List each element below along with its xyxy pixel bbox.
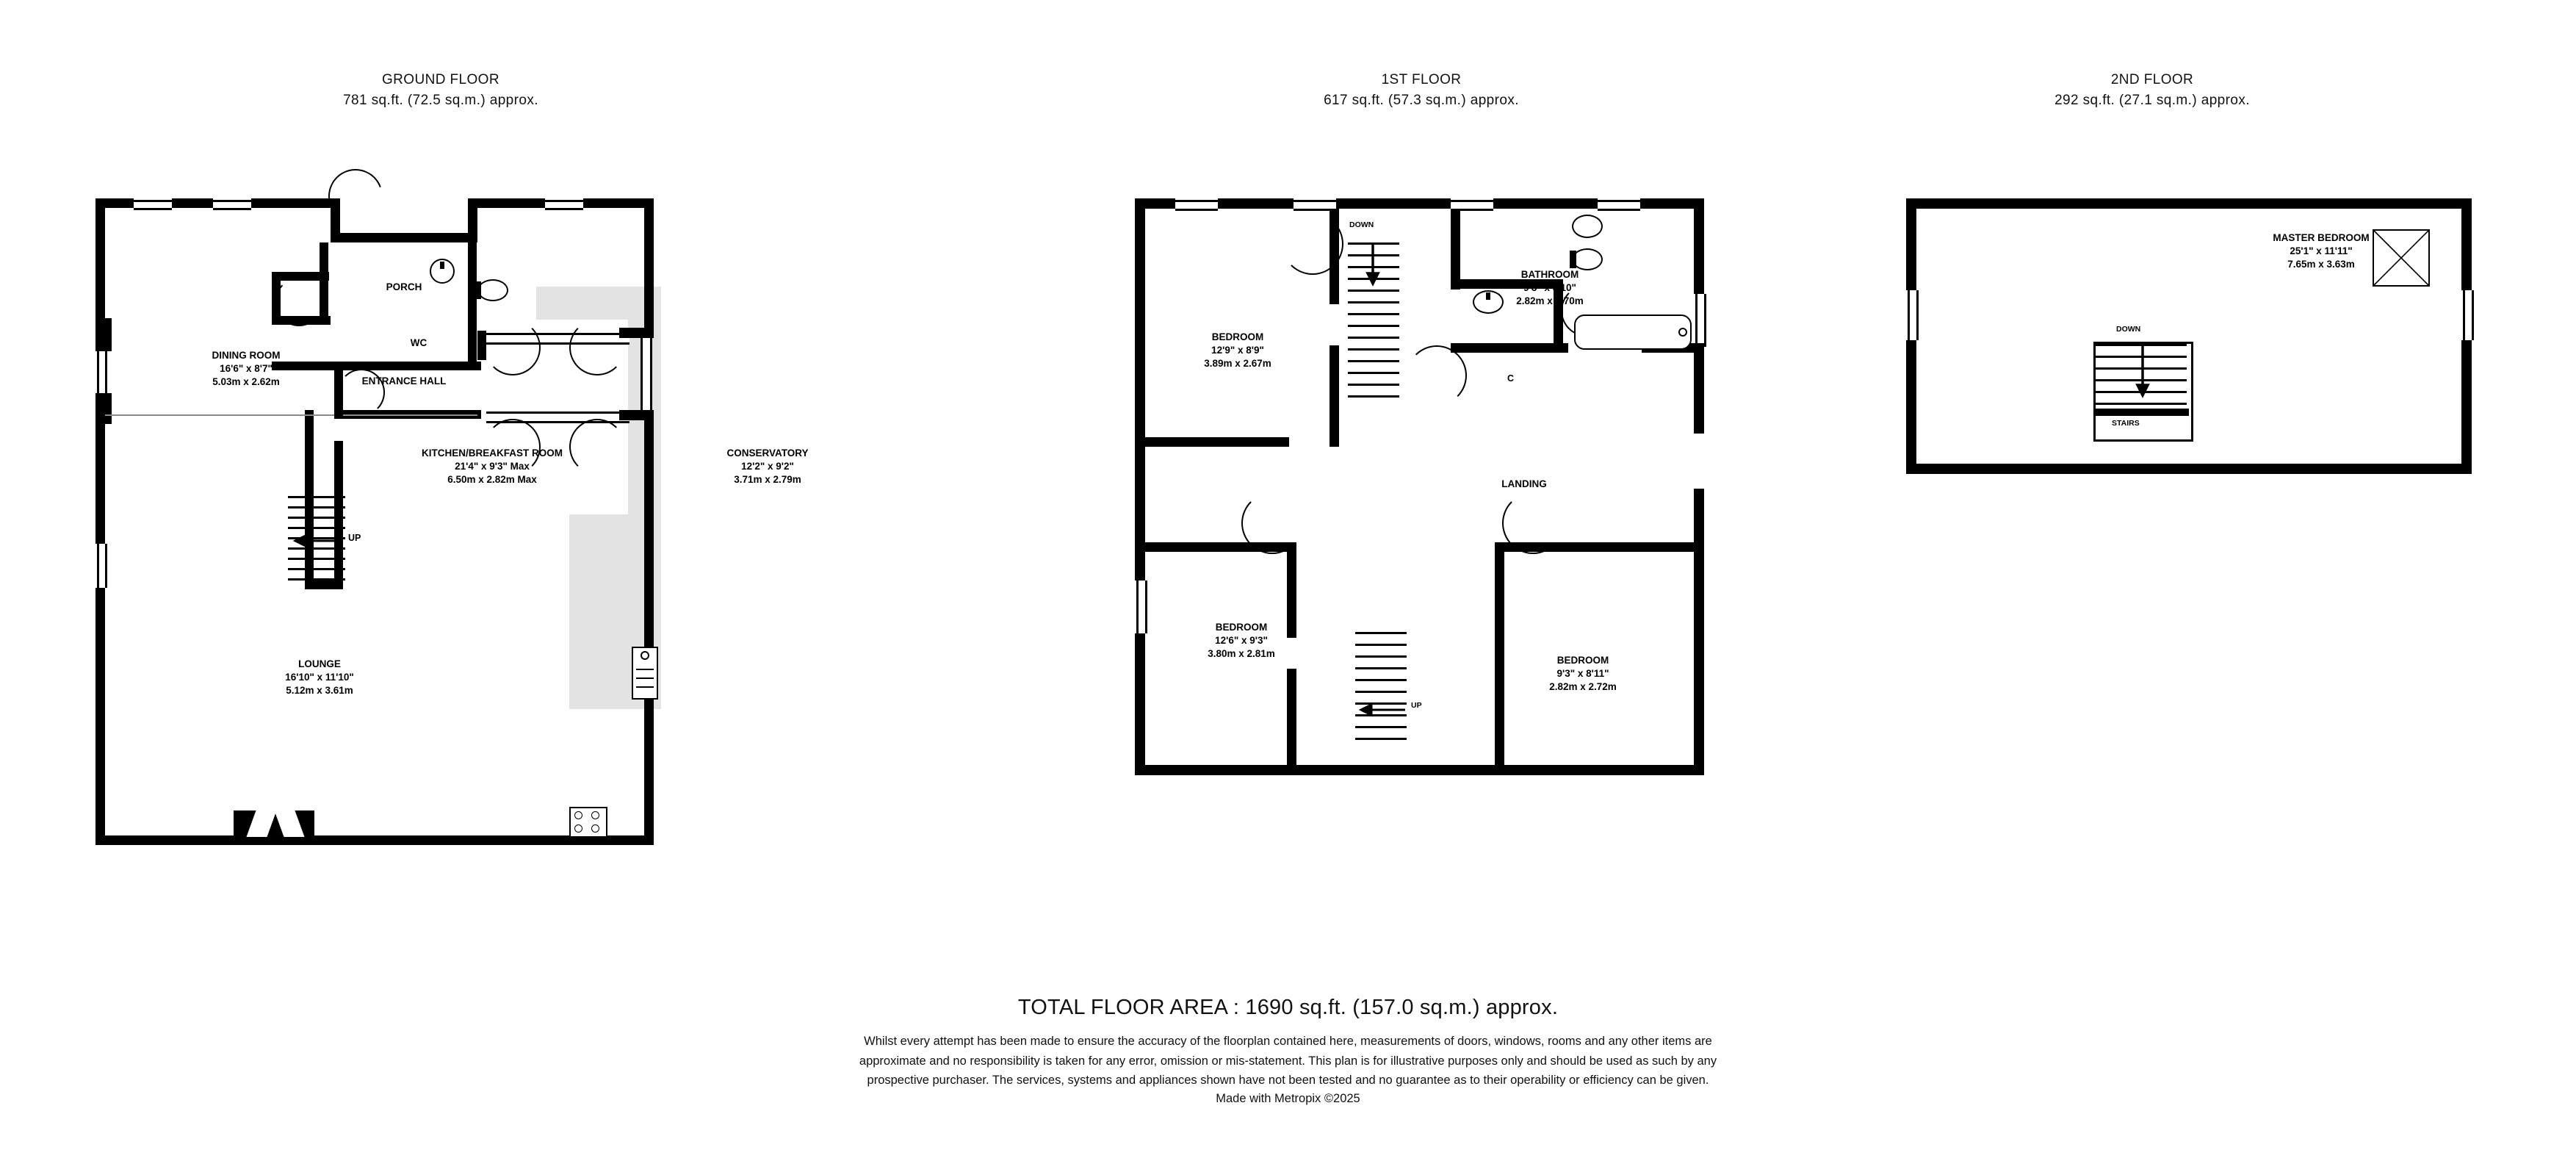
window-top-3 <box>545 200 583 210</box>
stair-tread <box>1348 395 1399 398</box>
internal-wall-bedroom1-bottom <box>1135 437 1289 447</box>
room-name: BEDROOM <box>1211 331 1264 342</box>
sink-tap-icon <box>440 262 444 269</box>
toilet-icon <box>477 279 508 301</box>
room-label-dining <box>173 349 320 389</box>
window-top-2 <box>213 200 251 210</box>
exterior-wall-left <box>95 198 105 845</box>
stair-tread <box>1355 726 1407 728</box>
exterior-wall-right-lower <box>1694 489 1704 775</box>
toilet-cistern-icon <box>1570 251 1576 268</box>
room-label-porch <box>345 281 463 294</box>
room-label-entrance-hall <box>331 375 477 388</box>
toilet-icon <box>1572 248 1603 270</box>
total-floor-area: TOTAL FLOOR AREA : 1690 sq.ft. (157.0 sq.m.) approx. <box>1017 996 1559 1019</box>
disclaimer-text: Whilst every attempt has been made to ensure the accuracy of the floorplan contained here, measurements of doors, windows, rooms and any other items are approximate and no responsibility is taken for any error, omission or mis-statement. This plan is for illustrative purposes only and should be used as such by any prospective purchaser. The services, systems and appliances shown have not been tested and no guarantee as to their operability or efficiency can be given. <box>859 1035 1717 1088</box>
room-label-bedroom-2 <box>1161 621 1322 661</box>
stairs-down-arrow-icon <box>1364 241 1382 290</box>
exterior-wall-right-lower <box>644 419 654 845</box>
room-dim-metric: 2.82m x 2.72m <box>1549 681 1617 693</box>
door-arc-bedroom1 <box>1282 213 1343 275</box>
toilet-cistern-icon <box>474 281 481 299</box>
stair-tread <box>1355 738 1407 740</box>
stairs-down-label-second: DOWN <box>2116 325 2141 334</box>
hob-icon <box>569 807 607 838</box>
stairs-up-arrow-icon <box>291 533 344 549</box>
porch-wall-right <box>468 198 477 242</box>
window-top-1 <box>134 200 172 210</box>
ground-floor-heading <box>294 70 588 110</box>
stair-tread <box>288 578 345 580</box>
cupboard-label: C <box>1507 373 1515 384</box>
window-top-4 <box>1598 200 1640 211</box>
door-arc-bedroom2 <box>1241 492 1303 554</box>
room-label-wc <box>360 337 477 350</box>
internal-wall-bedroom1-right-2 <box>1330 345 1339 447</box>
room-name: BEDROOM <box>1215 622 1268 633</box>
first-floor-heading <box>1274 70 1568 110</box>
room-dim-metric: 6.50m x 2.82m Max <box>447 474 537 486</box>
second-floor-plan <box>1906 198 2479 492</box>
stairs-up-arrow-icon-first <box>1357 702 1407 718</box>
first-floor-plan <box>1135 198 1715 786</box>
stairs-label-second: STAIRS <box>2112 419 2140 428</box>
stair-tread <box>1355 691 1407 693</box>
first-floor-title: 1ST FLOOR <box>1381 72 1462 87</box>
room-label-bedroom-1 <box>1157 331 1318 371</box>
exterior-wall-top <box>1906 198 2472 209</box>
stair-tread <box>1355 655 1407 658</box>
room-name: MASTER BEDROOM <box>2273 232 2370 243</box>
exterior-wall-right-upper <box>644 198 654 338</box>
room-dim-metric: 3.80m x 2.81m <box>1208 648 1275 660</box>
room-dim-imperial: 9'3" x 8'10" <box>1523 282 1576 294</box>
room-label-bedroom-3 <box>1502 654 1664 694</box>
stair-tread <box>288 517 345 519</box>
internal-wall-bathroom-bottom-2 <box>1451 343 1568 353</box>
window-left <box>1908 290 1919 340</box>
appliance-lines-icon <box>636 669 654 670</box>
internal-wall-bedroom3-left <box>1495 542 1504 616</box>
room-dim-imperial: 12'2" x 9'2" <box>741 461 794 472</box>
room-name: WC <box>410 337 427 348</box>
room-dim-imperial: 12'6" x 9'3" <box>1215 635 1268 647</box>
room-label-landing <box>1451 478 1598 491</box>
stair-tread <box>1348 290 1399 292</box>
stair-tread <box>1355 632 1407 634</box>
stair-tread <box>1348 360 1399 362</box>
room-name: LANDING <box>1501 478 1547 489</box>
stairs-down-label-first: DOWN <box>1349 220 1374 229</box>
room-label-lounge <box>246 658 393 698</box>
conservatory-wall-bottom-corner <box>619 410 654 420</box>
stair-tread <box>1355 679 1407 681</box>
stair-tread <box>1348 337 1399 339</box>
room-name: DINING ROOM <box>212 350 281 361</box>
stair-tread <box>288 496 345 498</box>
staircase-up-first <box>1355 632 1407 742</box>
room-dim-metric: 7.65m x 3.63m <box>2287 259 2355 270</box>
door-arc-bathroom <box>1407 345 1467 406</box>
second-floor-title: 2ND FLOOR <box>2110 72 2194 87</box>
second-floor-heading <box>2005 70 2299 110</box>
room-name: CONSERVATORY <box>726 447 809 459</box>
room-dim-imperial: 12'9" x 8'9" <box>1211 345 1264 356</box>
footer <box>0 996 2576 1106</box>
internal-wall-bedroom2-right-2 <box>1287 669 1296 775</box>
room-dim-imperial: 21'4" x 9'3" Max <box>455 461 530 472</box>
stair-tread <box>1348 348 1399 351</box>
stair-tread <box>288 527 345 529</box>
exterior-wall-bottom <box>1906 464 2472 474</box>
exterior-wall-left-thick-2 <box>95 318 112 351</box>
room-dim-metric: 3.89m x 2.67m <box>1204 358 1271 370</box>
stair-tread <box>288 568 345 570</box>
window-left-2 <box>97 544 107 588</box>
door-arc-bedroom3 <box>1502 492 1564 554</box>
window-right-1 <box>1695 294 1706 347</box>
door-arc-hall <box>275 278 323 326</box>
room-dim-imperial: 16'10" x 11'10" <box>285 672 354 683</box>
stairs-up-label-ground: UP <box>348 533 361 543</box>
room-name: KITCHEN/BREAKFAST ROOM <box>422 447 563 459</box>
room-dim-imperial: 9'3" x 8'11" <box>1556 668 1609 680</box>
appliance-lines-icon-2 <box>636 677 654 679</box>
room-dim-imperial: 25'1" x 11'11" <box>2290 245 2353 257</box>
stairs-up-label-first: UP <box>1411 701 1422 710</box>
room-name: PORCH <box>386 281 422 292</box>
internal-wall-bedroom3-left-2 <box>1495 616 1504 775</box>
stair-tread <box>1348 325 1399 327</box>
room-label-master-bedroom <box>2211 231 2431 272</box>
stair-tread <box>1348 313 1399 315</box>
stair-tread <box>1348 384 1399 386</box>
room-name: LOUNGE <box>298 658 341 669</box>
window-left-1 <box>97 349 107 393</box>
appliance-dial-icon <box>641 651 649 660</box>
ground-floor-plan <box>95 198 809 860</box>
window-top-1 <box>1175 200 1218 211</box>
room-name: BEDROOM <box>1556 655 1609 666</box>
window-left-1 <box>1136 580 1147 633</box>
ground-floor-area: 781 sq.ft. (72.5 sq.m.) approx. <box>343 92 538 108</box>
room-label-conservatory <box>672 447 863 487</box>
room-label-kitchen <box>371 447 613 487</box>
window-right <box>2463 290 2474 340</box>
room-dim-imperial: 16'6" x 8'7" <box>220 363 273 375</box>
porch-wall-bottom <box>331 233 477 242</box>
stair-tread <box>1348 301 1399 303</box>
made-with-label: Made with Metropix ©2025 <box>1216 1092 1360 1106</box>
stair-tread <box>288 558 345 560</box>
door-arc-conservatory-1 <box>485 320 541 375</box>
room-name: BATHROOM <box>1520 269 1579 280</box>
room-dim-metric: 5.03m x 2.62m <box>212 376 280 388</box>
threshold-line-hall <box>105 414 334 416</box>
appliance-lines-icon-3 <box>636 686 654 688</box>
stair-tread <box>2096 403 2187 405</box>
stair-tread <box>1348 372 1399 374</box>
internal-wall-bathroom-left <box>1451 209 1460 290</box>
ground-floor-title: GROUND FLOOR <box>382 72 499 87</box>
second-floor-area: 292 sq.ft. (27.1 sq.m.) approx. <box>2054 92 2250 108</box>
first-floor-area: 617 sq.ft. (57.3 sq.m.) approx. <box>1324 92 1519 108</box>
stair-tread <box>288 506 345 508</box>
conservatory-wall-top-corner <box>619 328 654 338</box>
bath-icon <box>1574 314 1692 350</box>
room-label-bathroom <box>1469 268 1631 309</box>
room-name: ENTRANCE HALL <box>361 375 447 387</box>
bath-plug-icon <box>1678 328 1687 337</box>
exterior-wall-bottom <box>1135 765 1704 775</box>
kitchen-units-fill-2 <box>536 287 632 320</box>
sink-icon <box>1572 215 1603 238</box>
stairs-base-bar <box>2093 409 2189 416</box>
room-dim-metric: 3.71m x 2.79m <box>734 474 801 486</box>
exterior-wall-left-thick-1 <box>95 393 112 424</box>
stairs-down-arrow-icon-second <box>2134 344 2151 401</box>
exterior-wall-left <box>1135 198 1145 775</box>
door-arc-conservatory-2 <box>569 320 625 375</box>
conservatory-window-right <box>641 338 652 415</box>
room-dim-metric: 2.82m x 2.70m <box>1516 295 1584 307</box>
room-dim-metric: 5.12m x 3.61m <box>286 685 353 697</box>
stair-tread <box>1355 644 1407 646</box>
stair-tread <box>1355 667 1407 669</box>
